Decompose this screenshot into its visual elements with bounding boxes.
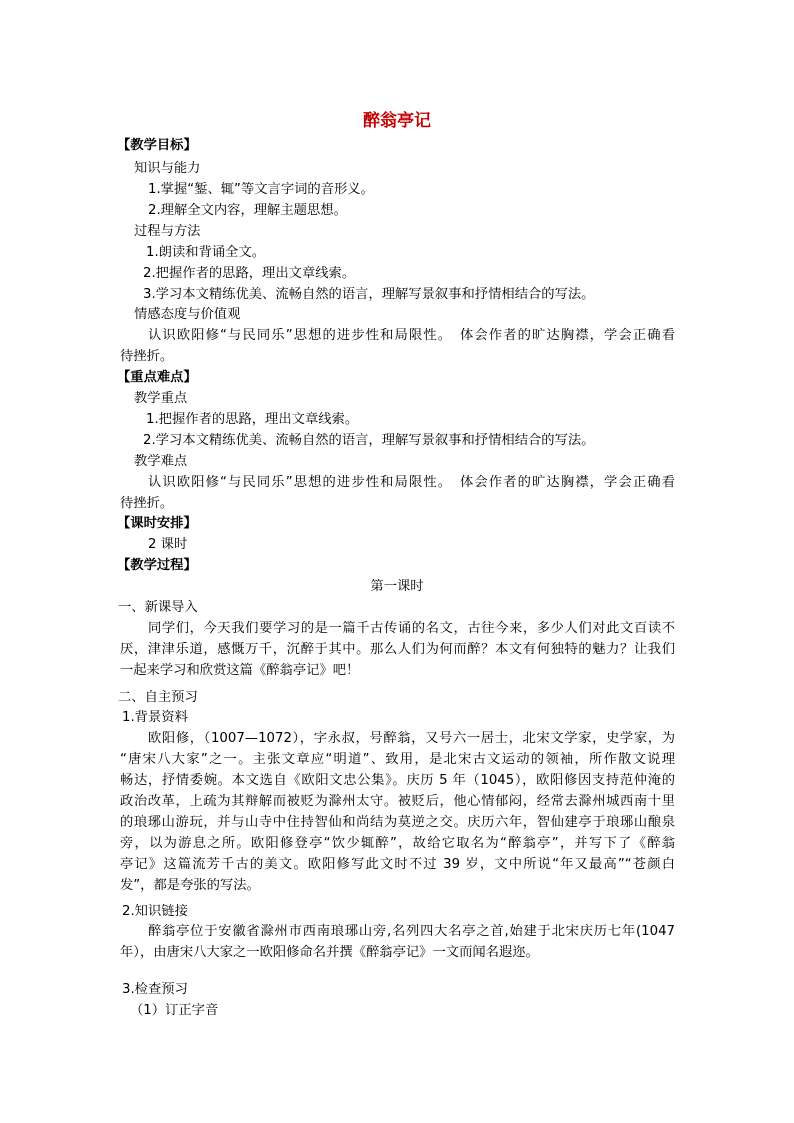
difficulty-line-1: 认识欧阳修“与民同乐”思想的进步性和局限性。 体会作者的旷达胸襟，学会正确看 [148,475,675,490]
knowledge-link-line-1: 醉翁亭位于安徽省滁州市西南琅琊山旁,名列四大名亭之首,始建于北宋庆历七年(1047 [148,924,675,939]
background-line-7: 亭记》这篇流芳千古的美文。欧阳修写此文时不过 39 岁，文中所说“年又最高”“苍颜白 [120,857,675,872]
subheading-emotion: 情感态度与价值观 [134,307,241,322]
goal-emotion-line-1: 认识欧阳修“与民同乐”思想的进步性和局限性。 体会作者的旷达胸襟，学会正确看 [148,328,675,343]
goal-emotion-line-2: 待挫折。 [120,349,174,364]
preview-heading: 二、自主预习 [118,690,198,705]
goal-process-1: 1.朗读和背诵全文。 [146,245,266,260]
subheading-difficulty: 教学难点 [134,454,188,469]
background-line-3: 畅达，抒情委婉。本文选自《欧阳文忠公集》。庆历 5 年（1045），欧阳修因支持范仲淹的 [120,773,675,788]
focus-item-1: 1.把握作者的思路，理出文章线索。 [146,412,359,427]
section-heading-goals: 【教学目标】 [117,138,197,153]
subheading-knowledge: 知识与能力 [134,161,201,176]
page-title: 醉翁亭记 [363,111,431,131]
section-heading-schedule: 【课时安排】 [117,516,197,531]
background-line-4: 政治改革，上疏为其辩解而被贬为滁州太守。被贬后，他心情郁闷，经常去滁州城西南十里 [120,794,675,809]
goal-process-3: 3.学习本文精练优美、流畅自然的语言，理解写景叙事和抒情相结合的写法。 [143,287,595,302]
intro-heading: 一、新课导入 [118,600,198,615]
intro-line-1: 同学们，今天我们要学习的是一篇千古传诵的名文，古往今来，多少人们对此文百读不 [148,621,675,636]
goal-process-2: 2.把握作者的思路，理出文章线索。 [143,266,356,281]
lesson-heading: 第一课时 [370,579,424,594]
knowledge-link-line-2: 年），由唐宋八大家之一欧阳修命名并撰《醉翁亭记》一文而闻名遐迩。 [120,945,539,960]
section-heading-process: 【教学过程】 [117,558,197,573]
check-item-1: （1）订正字音 [130,1003,219,1018]
background-line-2: “唐宋八大家”之一。主张文章应“明道”、致用，是北宋古文运动的领袖，所作散文说理 [120,752,675,767]
schedule-value: 2 课时 [148,537,188,552]
goal-knowledge-2: 2.理解全文内容，理解主题思想。 [148,203,347,218]
check-preview-heading: 3.检查预习 [122,982,188,997]
goal-knowledge-1: 1.掌握“錾、辄”等文言字词的音形义。 [148,182,374,197]
intro-line-2: 厌，津津乐道，感慨万千，沉醉于其中。那么人们为何而醉？本文有何独特的魅力？让我们 [120,642,675,657]
background-heading: 1.背景资料 [122,710,188,725]
background-line-8: 发”，都是夸张的写法。 [120,878,260,893]
subheading-focus: 教学重点 [134,391,188,406]
focus-item-2: 2.学习本文精练优美、流畅自然的语言，理解写景叙事和抒情相结合的写法。 [143,433,595,448]
section-heading-keypoints: 【重点难点】 [117,370,197,385]
background-line-1: 欧阳修，（1007—1072），字永叔，号醉翁，又号六一居士，北宋文学家，史学家，为 [148,731,675,746]
intro-line-3: 一起来学习和欣赏这篇《醉翁亭记》吧！ [120,663,360,678]
knowledge-link-heading: 2.知识链接 [122,904,188,919]
background-line-6: 旁，以为游息之所。欧阳修登亭“饮少辄醉”，故给它取名为“醉翁亭”，并写下了《醉翁 [120,836,675,851]
background-line-5: 的琅琊山游玩，并与山寺中住持智仙和尚结为莫逆之交。庆历六年，智仙建亭于琅琊山酿泉 [120,815,675,830]
subheading-process: 过程与方法 [134,224,201,239]
difficulty-line-2: 待挫折。 [120,496,174,511]
